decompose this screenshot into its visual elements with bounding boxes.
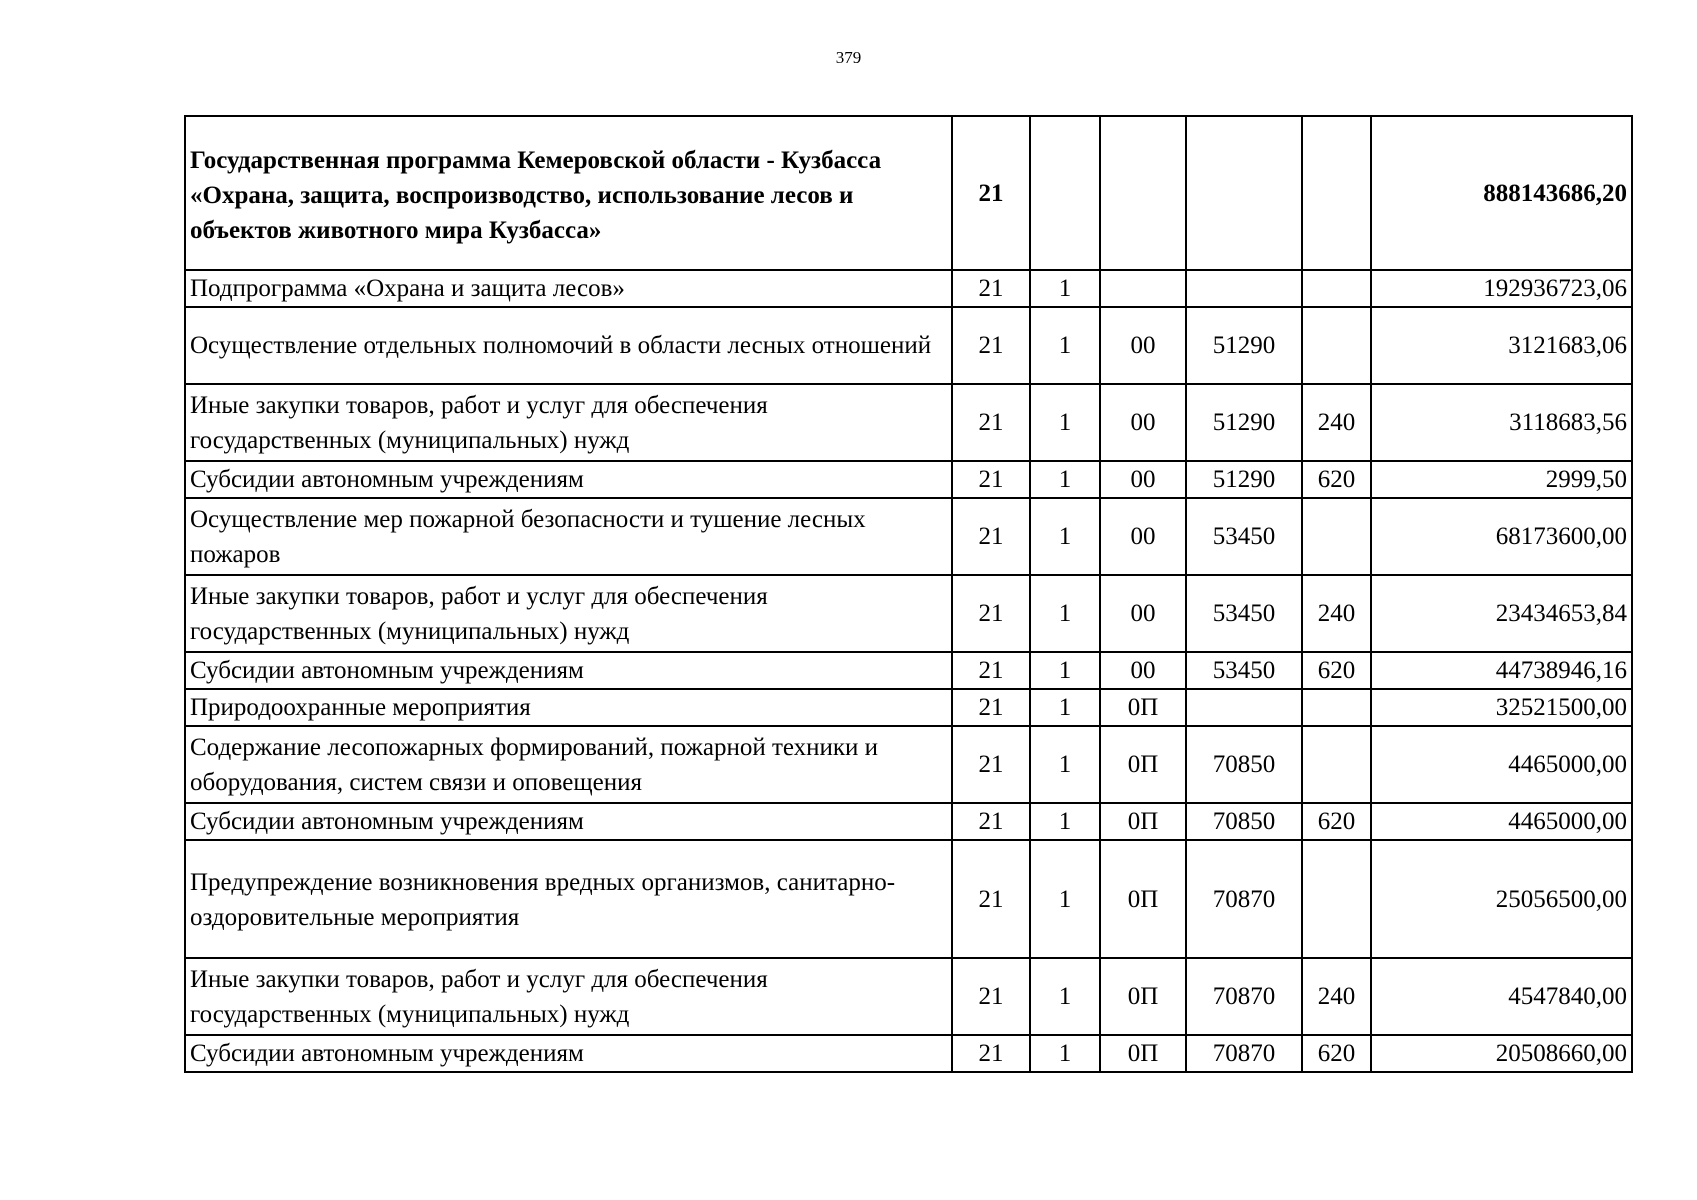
- row-code-2: 1: [1030, 307, 1100, 384]
- row-code-2: 1: [1030, 958, 1100, 1035]
- row-name: Предупреждение возникновения вредных организмов, санитарно-оздоровительные мероприятия: [185, 840, 952, 958]
- row-code-1: 21: [952, 958, 1030, 1035]
- row-name: Государственная программа Кемеровской области - Кузбасса «Охрана, защита, воспроизводство, использование лесов и объектов животного мира Кузбасса»: [185, 116, 952, 270]
- table-row: [185, 840, 1632, 958]
- row-amount: 2999,50: [1371, 461, 1632, 498]
- row-code-1: 21: [952, 307, 1030, 384]
- row-code-3: [1100, 270, 1186, 307]
- row-amount: 4547840,00: [1371, 958, 1632, 1035]
- row-code-5: 620: [1302, 461, 1371, 498]
- row-code-4: 70870: [1186, 958, 1302, 1035]
- row-code-1: 21: [952, 575, 1030, 652]
- row-amount: 3121683,06: [1371, 307, 1632, 384]
- row-code-4: 51290: [1186, 384, 1302, 461]
- row-code-3: 0П: [1100, 803, 1186, 840]
- row-name: Субсидии автономным учреждениям: [185, 1035, 952, 1072]
- table-row: [185, 803, 1632, 840]
- budget-table: [184, 115, 1633, 1073]
- row-code-3: 0П: [1100, 689, 1186, 726]
- row-code-3: 00: [1100, 307, 1186, 384]
- row-code-1: 21: [952, 384, 1030, 461]
- table-row: [185, 1035, 1632, 1072]
- table-row: [185, 726, 1632, 803]
- table-row: [185, 270, 1632, 307]
- row-name: Субсидии автономным учреждениям: [185, 803, 952, 840]
- row-code-2: 1: [1030, 461, 1100, 498]
- table-row: [185, 575, 1632, 652]
- row-code-5: 240: [1302, 958, 1371, 1035]
- row-name: Осуществление отдельных полномочий в области лесных отношений: [185, 307, 952, 384]
- page-number: 379: [835, 48, 862, 67]
- row-amount: 20508660,00: [1371, 1035, 1632, 1072]
- row-code-3: [1100, 116, 1186, 270]
- row-code-1: 21: [952, 270, 1030, 307]
- row-code-5: [1302, 840, 1371, 958]
- row-code-1: 21: [952, 726, 1030, 803]
- row-amount: 25056500,00: [1371, 840, 1632, 958]
- row-code-5: 620: [1302, 1035, 1371, 1072]
- row-code-5: 620: [1302, 652, 1371, 689]
- row-code-3: 00: [1100, 461, 1186, 498]
- row-code-4: [1186, 270, 1302, 307]
- row-amount: 32521500,00: [1371, 689, 1632, 726]
- row-code-2: 1: [1030, 803, 1100, 840]
- row-code-3: 0П: [1100, 840, 1186, 958]
- row-code-2: 1: [1030, 270, 1100, 307]
- table-row: [185, 652, 1632, 689]
- row-code-2: 1: [1030, 840, 1100, 958]
- row-code-4: 70850: [1186, 803, 1302, 840]
- row-code-1: 21: [952, 803, 1030, 840]
- row-code-4: [1186, 116, 1302, 270]
- row-code-3: 00: [1100, 498, 1186, 575]
- row-code-2: 1: [1030, 498, 1100, 575]
- row-amount: 23434653,84: [1371, 575, 1632, 652]
- row-amount: 4465000,00: [1371, 803, 1632, 840]
- row-code-5: [1302, 689, 1371, 726]
- row-code-4: 51290: [1186, 307, 1302, 384]
- row-amount: 888143686,20: [1371, 116, 1632, 270]
- row-name: Подпрограмма «Охрана и защита лесов»: [185, 270, 952, 307]
- row-code-1: 21: [952, 652, 1030, 689]
- row-code-3: 0П: [1100, 726, 1186, 803]
- row-name: Субсидии автономным учреждениям: [185, 652, 952, 689]
- row-code-5: [1302, 307, 1371, 384]
- row-code-2: 1: [1030, 384, 1100, 461]
- table-row: [185, 498, 1632, 575]
- row-code-1: 21: [952, 689, 1030, 726]
- row-code-3: 0П: [1100, 958, 1186, 1035]
- row-amount: 4465000,00: [1371, 726, 1632, 803]
- row-code-2: 1: [1030, 575, 1100, 652]
- row-code-4: 70850: [1186, 726, 1302, 803]
- row-amount: 192936723,06: [1371, 270, 1632, 307]
- row-code-1: 21: [952, 461, 1030, 498]
- row-code-1: 21: [952, 498, 1030, 575]
- row-code-2: 1: [1030, 689, 1100, 726]
- row-name: Иные закупки товаров, работ и услуг для обеспечения государственных (муниципальных) нужд: [185, 958, 952, 1035]
- row-amount: 68173600,00: [1371, 498, 1632, 575]
- row-code-4: [1186, 689, 1302, 726]
- table-row: [185, 116, 1632, 270]
- row-code-2: 1: [1030, 652, 1100, 689]
- row-code-4: 53450: [1186, 498, 1302, 575]
- table-row: [185, 958, 1632, 1035]
- row-amount: 3118683,56: [1371, 384, 1632, 461]
- row-code-5: 620: [1302, 803, 1371, 840]
- row-code-4: 51290: [1186, 461, 1302, 498]
- row-code-3: 00: [1100, 652, 1186, 689]
- row-code-5: [1302, 726, 1371, 803]
- row-name: Осуществление мер пожарной безопасности и тушение лесных пожаров: [185, 498, 952, 575]
- row-code-5: 240: [1302, 575, 1371, 652]
- row-code-1: 21: [952, 116, 1030, 270]
- row-code-3: 00: [1100, 575, 1186, 652]
- row-code-3: 00: [1100, 384, 1186, 461]
- table-row: [185, 461, 1632, 498]
- row-code-5: 240: [1302, 384, 1371, 461]
- row-code-4: 70870: [1186, 1035, 1302, 1072]
- row-name: Содержание лесопожарных формирований, пожарной техники и оборудования, систем связи и оповещения: [185, 726, 952, 803]
- row-code-2: 1: [1030, 726, 1100, 803]
- table-row: [185, 689, 1632, 726]
- row-code-4: 53450: [1186, 575, 1302, 652]
- row-code-1: 21: [952, 1035, 1030, 1072]
- row-code-1: 21: [952, 840, 1030, 958]
- row-code-5: [1302, 498, 1371, 575]
- row-name: Субсидии автономным учреждениям: [185, 461, 952, 498]
- row-amount: 44738946,16: [1371, 652, 1632, 689]
- table-row: [185, 384, 1632, 461]
- row-name: Природоохранные мероприятия: [185, 689, 952, 726]
- row-code-2: 1: [1030, 1035, 1100, 1072]
- row-code-3: 0П: [1100, 1035, 1186, 1072]
- row-code-5: [1302, 116, 1371, 270]
- row-name: Иные закупки товаров, работ и услуг для обеспечения государственных (муниципальных) нужд: [185, 384, 952, 461]
- row-code-2: [1030, 116, 1100, 270]
- row-code-5: [1302, 270, 1371, 307]
- row-code-4: 70870: [1186, 840, 1302, 958]
- row-code-4: 53450: [1186, 652, 1302, 689]
- table-row: [185, 307, 1632, 384]
- row-name: Иные закупки товаров, работ и услуг для обеспечения государственных (муниципальных) нужд: [185, 575, 952, 652]
